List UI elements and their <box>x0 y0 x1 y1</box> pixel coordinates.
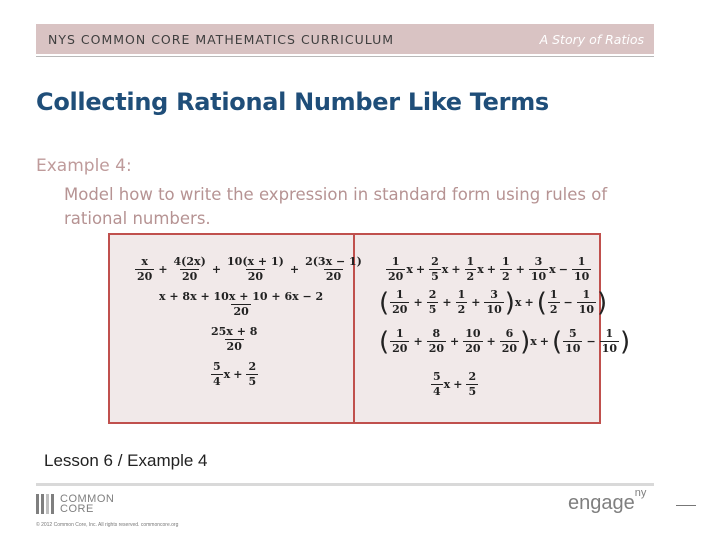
denominator: 20 <box>233 305 249 318</box>
fraction <box>429 256 441 283</box>
common-core-logo <box>36 494 114 514</box>
worked-solution-box <box>108 233 631 424</box>
numerator: 8 <box>432 327 441 340</box>
fraction <box>548 289 560 316</box>
denominator: 20 <box>137 270 153 283</box>
denominator: 2 <box>457 303 466 316</box>
numerator: x + 8x + 10x + 10 + 6x − 2 <box>159 290 324 303</box>
operator: + <box>539 335 549 348</box>
lesson-caption: Lesson 6 / Example 4 <box>44 451 208 470</box>
operator: − <box>586 335 596 348</box>
operator: + <box>158 263 168 276</box>
variable: x <box>223 368 231 381</box>
fraction <box>563 328 582 355</box>
denominator: 10 <box>486 303 502 316</box>
denominator: 20 <box>226 340 242 353</box>
left-step-1 <box>134 256 365 283</box>
denominator: 10 <box>578 303 595 316</box>
denominator: 20 <box>182 270 198 283</box>
numerator: 1 <box>501 255 510 268</box>
numerator: 1 <box>457 288 466 301</box>
header-bar <box>36 24 654 54</box>
numerator: 1 <box>391 255 400 268</box>
fraction <box>225 256 286 283</box>
right-step-2 <box>379 289 607 316</box>
copyright-notice: © 2012 Common Core, Inc. All rights reserved. commoncore.org <box>36 522 179 528</box>
right-step-3 <box>379 328 630 355</box>
left-paren: ( <box>379 287 390 318</box>
fraction <box>500 328 519 355</box>
numerator: x <box>141 255 148 268</box>
left-step-2 <box>156 291 326 318</box>
numerator: 10(x + 1) <box>227 255 284 268</box>
fraction <box>172 256 208 283</box>
fraction <box>135 256 154 283</box>
fraction <box>466 371 478 398</box>
common-core-logo-text <box>60 494 114 514</box>
denominator: 20 <box>465 342 481 355</box>
numerator: 1 <box>605 327 614 340</box>
numerator: 5 <box>568 327 577 340</box>
fraction <box>211 361 223 388</box>
variable: x <box>443 378 451 391</box>
numerator: 25x + 8 <box>211 325 258 338</box>
fraction <box>465 256 477 283</box>
denominator: 4 <box>213 375 221 388</box>
ny-superscript: ny <box>634 487 647 500</box>
denominator: 2 <box>549 303 558 316</box>
variable: x <box>477 263 484 276</box>
numerator: 2 <box>468 370 477 383</box>
right-step-1 <box>385 256 592 283</box>
right-step-4 <box>430 371 479 398</box>
numerator: 3 <box>534 255 543 268</box>
operator: + <box>233 368 243 381</box>
operator: + <box>442 296 452 309</box>
right-paren: ) <box>520 326 531 357</box>
denominator: 5 <box>468 385 477 398</box>
fraction <box>157 291 325 318</box>
left-paren: ( <box>536 287 547 318</box>
engageny-logo <box>568 487 647 515</box>
solution-method-left <box>110 235 362 422</box>
slide-title: Collecting Rational Number Like Terms <box>36 88 549 116</box>
numerator: 4(2x) <box>173 255 206 268</box>
denominator: 10 <box>601 342 617 355</box>
variable: x <box>530 335 537 348</box>
numerator: 5 <box>213 360 221 373</box>
right-paren: ) <box>597 287 608 318</box>
operator: + <box>415 263 426 276</box>
logo-line-1: COMMON <box>60 493 115 505</box>
operator: − <box>558 263 568 276</box>
header-divider <box>36 56 654 57</box>
operator: + <box>515 263 525 276</box>
numerator: 1 <box>549 288 558 301</box>
fraction <box>577 289 596 316</box>
logo-line-2: CORE <box>60 503 94 515</box>
engage-text: engage <box>568 492 635 514</box>
operator: + <box>524 296 534 309</box>
numerator: 2(3x − 1) <box>305 255 362 268</box>
operator: + <box>450 335 460 348</box>
slide-edge-dash <box>676 505 696 506</box>
right-paren: ) <box>620 326 631 357</box>
fraction <box>431 371 443 398</box>
left-step-4 <box>210 361 259 388</box>
denominator: 20 <box>392 342 408 355</box>
numerator: 5 <box>433 370 441 383</box>
operator: + <box>486 335 496 348</box>
numerator: 10 <box>465 327 481 340</box>
denominator: 20 <box>501 342 518 355</box>
denominator: 5 <box>248 375 257 388</box>
denominator: 20 <box>428 342 444 355</box>
fraction <box>390 289 409 316</box>
operator: + <box>451 263 461 276</box>
variable: x <box>549 263 556 276</box>
operator: + <box>413 296 423 309</box>
left-paren: ( <box>552 326 563 357</box>
operator: − <box>563 296 573 309</box>
variable: x <box>441 263 449 276</box>
fraction <box>386 256 405 283</box>
fraction <box>209 326 259 353</box>
denominator: 5 <box>428 303 437 316</box>
numerator: 6 <box>505 327 514 340</box>
fraction <box>390 328 409 355</box>
left-step-3 <box>208 326 260 353</box>
numerator: 1 <box>582 288 591 301</box>
fraction <box>427 328 446 355</box>
denominator: 4 <box>433 385 441 398</box>
example-label: Example 4: <box>36 156 132 176</box>
denominator: 20 <box>392 303 408 316</box>
fraction <box>572 256 591 283</box>
fraction <box>484 289 503 316</box>
fraction <box>500 256 512 283</box>
numerator: 1 <box>395 327 404 340</box>
numerator: 2 <box>431 255 439 268</box>
denominator: 10 <box>573 270 590 283</box>
operator: + <box>486 263 496 276</box>
operator: + <box>211 263 222 276</box>
numerator: 1 <box>466 255 475 268</box>
denominator: 2 <box>501 270 510 283</box>
fraction <box>456 289 468 316</box>
curriculum-title: NYS COMMON CORE MATHEMATICS CURRICULUM <box>48 31 395 47</box>
numerator: 3 <box>490 288 498 301</box>
common-core-logo-icon <box>36 494 54 514</box>
fraction <box>246 361 258 388</box>
denominator: 20 <box>247 270 264 283</box>
solution-method-right <box>355 235 631 422</box>
fraction <box>529 256 548 283</box>
fraction <box>463 328 482 355</box>
operator: + <box>471 296 481 309</box>
example-instruction: Model how to write the expression in standard form using rules of rational numbers. <box>64 185 608 228</box>
numerator: 1 <box>395 288 404 301</box>
series-title: A Story of Ratios <box>539 31 644 47</box>
numerator: 2 <box>248 360 257 373</box>
operator: + <box>413 335 423 348</box>
denominator: 10 <box>565 342 581 355</box>
numerator: 1 <box>577 255 586 268</box>
operator: + <box>453 378 463 391</box>
numerator: 2 <box>428 288 437 301</box>
denominator: 10 <box>530 270 547 283</box>
fraction <box>600 328 619 355</box>
variable: x <box>406 263 413 276</box>
denominator: 5 <box>431 270 439 283</box>
footer-divider <box>36 483 654 486</box>
variable: x <box>514 296 522 309</box>
fraction <box>427 289 439 316</box>
denominator: 20 <box>388 270 404 283</box>
right-paren: ) <box>504 287 515 318</box>
left-paren: ( <box>379 326 390 357</box>
operator: + <box>289 263 300 276</box>
denominator: 2 <box>466 270 475 283</box>
denominator: 20 <box>325 270 342 283</box>
